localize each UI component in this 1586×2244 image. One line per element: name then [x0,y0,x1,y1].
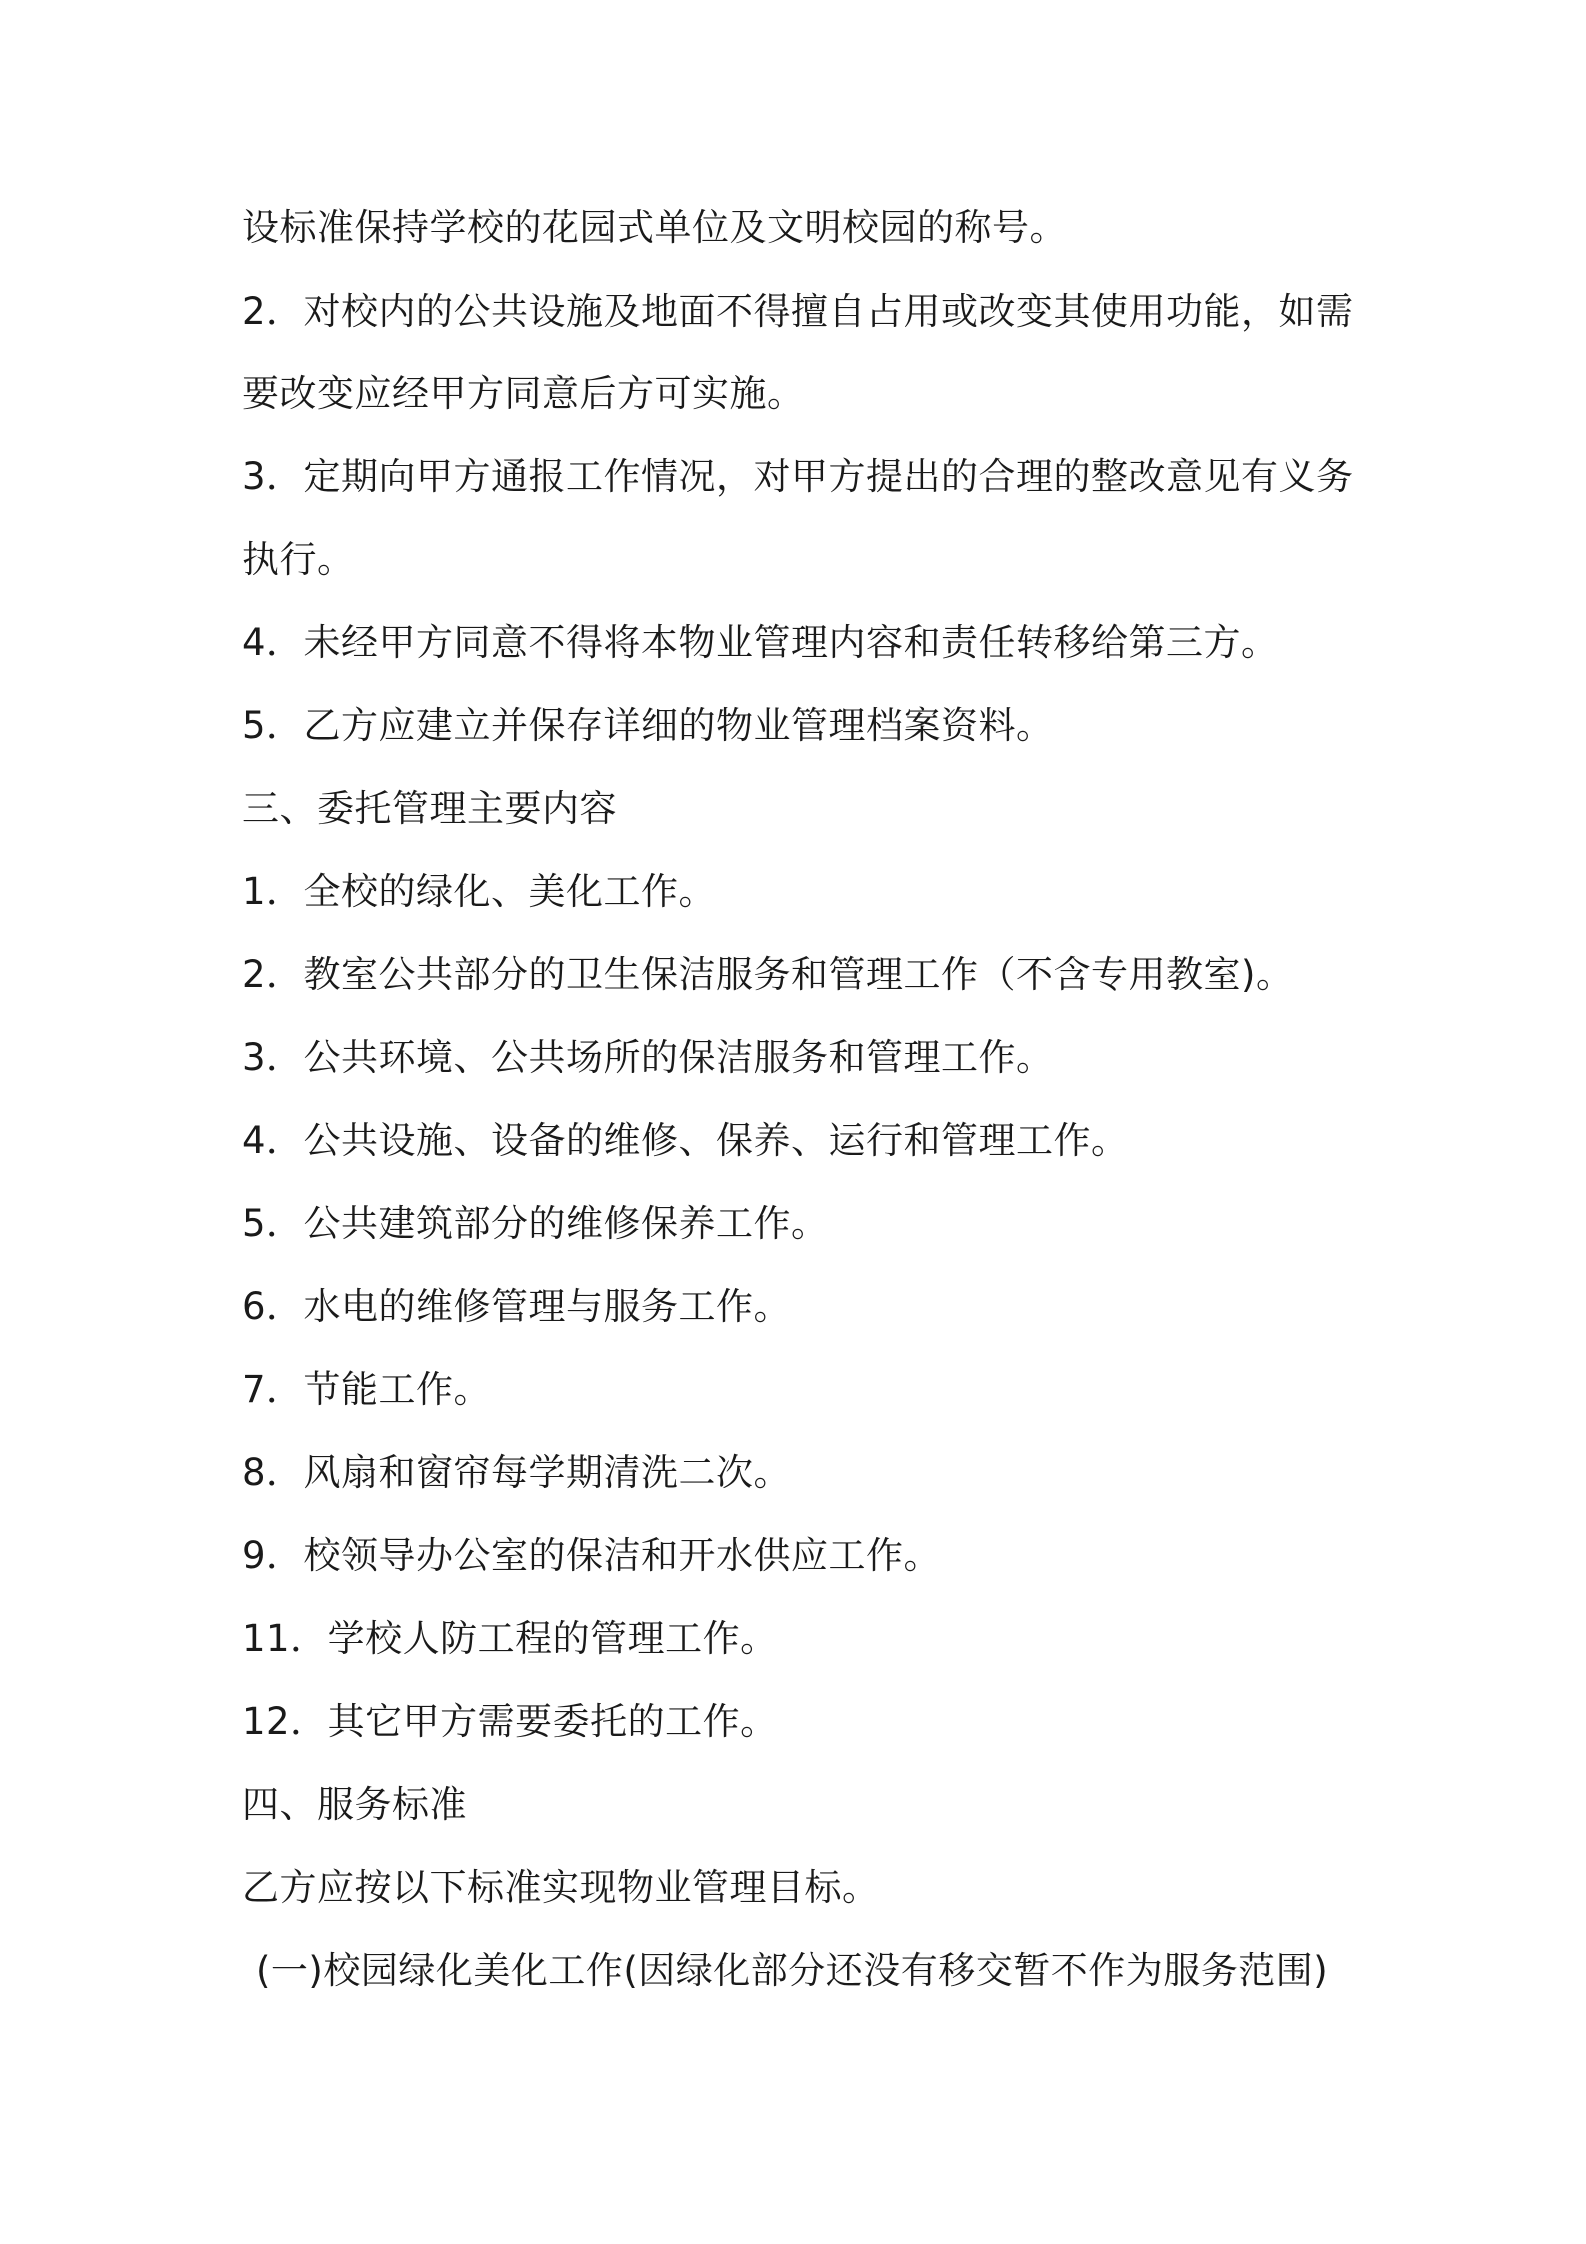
list-item: 3．定期向甲方通报工作情况，对甲方提出的合理的整改意见有义务 [242,455,1354,498]
paragraph-line: 乙方应按以下标准实现物业管理目标。 [242,1866,880,1909]
list-item: 11．学校人防工程的管理工作。 [242,1617,778,1660]
list-item: 2．对校内的公共设施及地面不得擅自占用或改变其使用功能，如需 [242,290,1354,333]
section-heading: 三、委托管理主要内容 [242,787,617,830]
paragraph-line: 要改变应经甲方同意后方可实施。 [242,372,805,415]
list-item: 12．其它甲方需要委托的工作。 [242,1700,778,1743]
list-item: 2．教室公共部分的卫生保洁服务和管理工作（不含专用教室)。 [242,953,1294,996]
list-item: 8．风扇和窗帘每学期清洗二次。 [242,1451,792,1494]
list-item: 5．公共建筑部分的维修保养工作。 [242,1202,829,1245]
list-item: 5．乙方应建立并保存详细的物业管理档案资料。 [242,704,1054,747]
list-item: 4．公共设施、设备的维修、保养、运行和管理工作。 [242,1119,1129,1162]
paragraph-line: 执行。 [242,538,355,581]
list-item: 1．全校的绿化、美化工作。 [242,870,717,913]
subsection-heading: (一)校园绿化美化工作(因绿化部分还没有移交暂不作为服务范围) [256,1949,1329,1992]
section-heading: 四、服务标准 [242,1783,467,1826]
paragraph-line: 设标准保持学校的花园式单位及文明校园的称号。 [242,206,1067,249]
list-item: 4．未经甲方同意不得将本物业管理内容和责任转移给第三方。 [242,621,1279,664]
list-item: 7．节能工作。 [242,1368,492,1411]
list-item: 9．校领导办公室的保洁和开水供应工作。 [242,1534,942,1577]
list-item: 6．水电的维修管理与服务工作。 [242,1285,792,1328]
list-item: 3．公共环境、公共场所的保洁服务和管理工作。 [242,1036,1054,1079]
